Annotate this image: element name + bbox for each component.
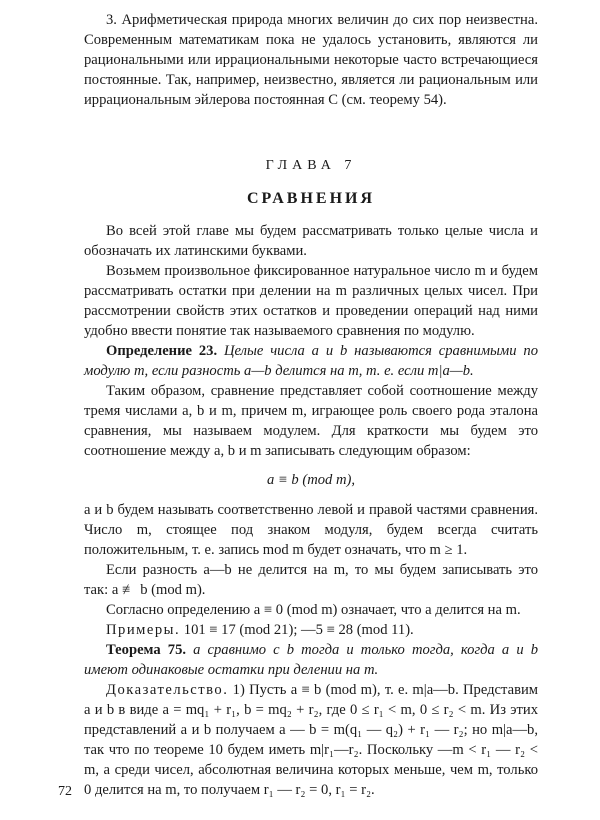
body-paragraph-4: a и b будем называть соответственно левой и правой частями сравнения. Число m, стоящее под знаком модуля, будем всегда считать положительным, т. е. запись mod m будет означать, что m ≥ 1. bbox=[84, 502, 538, 558]
proof-paragraph bbox=[84, 680, 538, 800]
chapter-title: СРАВНЕНИЯ bbox=[246, 190, 376, 207]
theorem-label: Теорема 75. bbox=[106, 642, 187, 658]
definition-label: Определение 23. bbox=[106, 343, 218, 359]
section-3-paragraph: 3. Арифметическая природа многих величин до сих пор неизвестна. Современным математикам пока не удалось установить, являются ли рациональными или иррациональными некоторые часто встречающиеся постоянные. Так, например, неизвестно, является ли рациональным или иррациональным эйлерова постоянная C (см. теорему 54). bbox=[84, 12, 538, 108]
body-paragraph-5: Если разность a—b не делится на m, то мы будем записывать это так: a ≢ b (mod m). bbox=[84, 562, 538, 598]
intro-paragraph-1: Во всей этой главе мы будем рассматривать только целые числа и обозначать их латинскими буквами. bbox=[84, 223, 538, 259]
theorem-75 bbox=[84, 640, 538, 680]
definition-23 bbox=[84, 341, 538, 381]
examples-text: 101 ≡ 17 (mod 21); —5 ≡ 28 (mod 11). bbox=[183, 622, 414, 638]
definition-text: Целые числа a и b называются сравнимыми по модулю m, если разность a—b делится на m, т. е. если m|a—b. bbox=[84, 343, 538, 379]
congruence-formula: a ≡ b (mod m), bbox=[266, 472, 356, 488]
chapter-label: ГЛАВА 7 bbox=[265, 158, 357, 173]
page-content bbox=[84, 10, 538, 800]
intro-paragraph-2: Возьмем произвольное фиксированное натуральное число m и будем рассматривать остатки при делении на m различных целых чисел. При рассмотрении свойств этих остатков и проведении операций над ними удобно ввести понятие так называемого сравнения по модулю. bbox=[84, 263, 538, 339]
examples-paragraph bbox=[84, 620, 538, 640]
proof-text: 1) Пусть a ≡ b (mod m), т. е. m|a—b. Представим a и b в виде a = mq₁ + r₁, b = mq₂ + r₂, где 0 ≤ r₁ < m, 0 ≤ r₂ < m. Из этих представлений a и b получаем a — b = m(q₁ — q₂) + r₁ — r₂; но m|a—b, так что по теореме 10 будем иметь m|r₁—r₂. Поскольку —m < r₁ — r₂ < m, а среди чисел, абсолютная величина которых меньше, чем m, только 0 делится на m, то получаем r₁ — r₂ = 0, r₁ = r₂. bbox=[84, 682, 538, 798]
page-number: 72 bbox=[58, 784, 72, 799]
body-paragraph-6: Согласно определению a ≡ 0 (mod m) означает, что a делится на m. bbox=[106, 602, 521, 618]
examples-label: Примеры. bbox=[106, 622, 181, 638]
body-paragraph-3: Таким образом, сравнение представляет собой соотношение между тремя числами a, b и m, причем m, играющее роль своего рода эталона сравнения, мы называем модулем. Для краткости мы будем это соотношение между a, b и m записывать следующим образом: bbox=[84, 383, 538, 459]
proof-label: Доказательство. bbox=[106, 682, 229, 698]
theorem-text: a сравнимо с b тогда и только тогда, когда a и b имеют одинаковые остатки при делении на m. bbox=[84, 642, 538, 678]
